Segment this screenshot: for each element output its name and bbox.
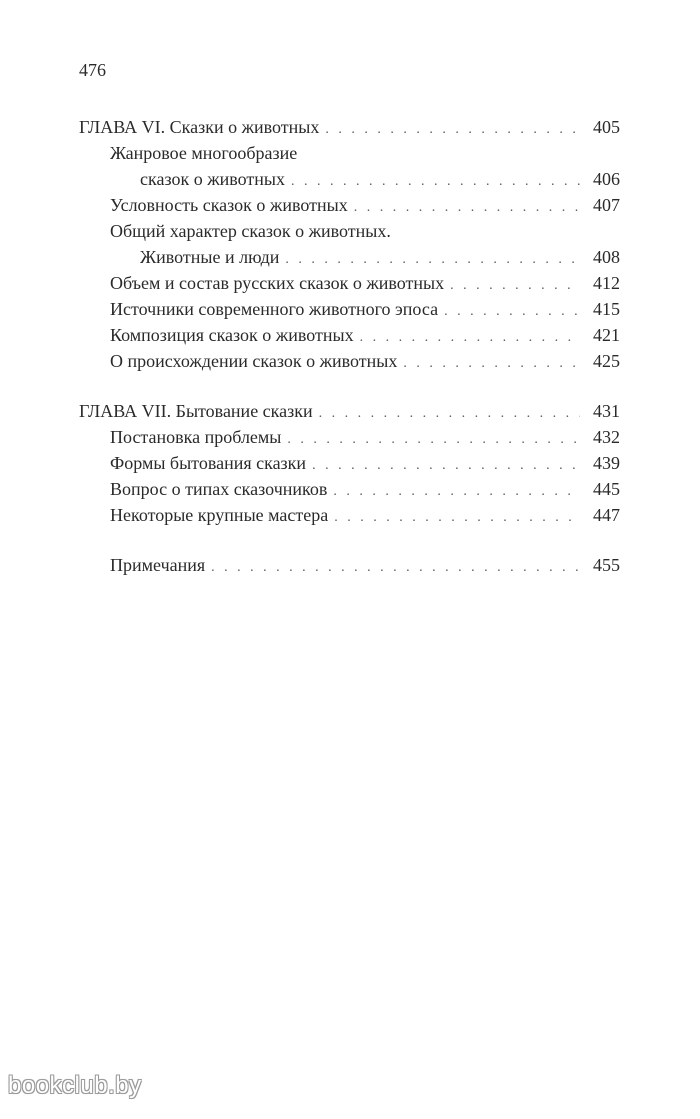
- dot-leader: [325, 117, 580, 143]
- toc-chapter-6: [79, 114, 620, 374]
- toc-entry-title: О происхождении сказок о животных: [110, 351, 398, 371]
- toc-entry-page: 432: [593, 427, 620, 447]
- toc-entry-page: 431: [593, 401, 620, 421]
- toc-entry[interactable]: [79, 502, 620, 528]
- toc-chapter-heading[interactable]: [79, 114, 620, 140]
- toc-entry-title: Примечания: [110, 555, 206, 575]
- toc-entry-title: Постановка проблемы: [110, 427, 282, 447]
- toc-entry[interactable]: [79, 270, 620, 296]
- toc-entry-title: Некоторые крупные мастера: [110, 505, 329, 525]
- toc-entry[interactable]: [79, 166, 620, 192]
- dot-leader: [287, 427, 580, 453]
- dot-leader: [211, 555, 580, 581]
- toc-entry-page: 425: [593, 351, 620, 371]
- toc-entry-title: Животные и люди: [140, 247, 280, 267]
- dot-leader: [333, 479, 580, 505]
- toc-entry[interactable]: [79, 296, 620, 322]
- toc-entry-page: 439: [593, 453, 620, 473]
- toc-entry-page: 421: [593, 325, 620, 345]
- toc-entry-line[interactable]: [79, 140, 620, 166]
- toc-entry[interactable]: [79, 322, 620, 348]
- toc-entry-page: 408: [593, 247, 620, 267]
- toc-entry-title: Вопрос о типах сказочников: [110, 479, 328, 499]
- toc-entry-title: Общий характер сказок о животных.: [110, 221, 391, 241]
- toc-entry-page: 407: [593, 195, 620, 215]
- toc-entry-title: Условность сказок о животных: [110, 195, 348, 215]
- dot-leader: [312, 453, 580, 479]
- toc-entry[interactable]: [79, 450, 620, 476]
- toc-entry-page: 406: [593, 169, 620, 189]
- page-number: 476: [79, 60, 106, 80]
- toc-entry-page: 412: [593, 273, 620, 293]
- toc-entry-title: Объем и состав русских сказок о животных: [110, 273, 445, 293]
- dot-leader: [444, 299, 580, 325]
- table-of-contents: [79, 114, 620, 602]
- toc-chapter-7: [79, 398, 620, 578]
- toc-entry-title: ГЛАВА VI. Сказки о животных: [79, 117, 320, 137]
- toc-entry-title: Жанровое многообразие: [110, 143, 298, 163]
- toc-entry-page: 415: [593, 299, 620, 319]
- toc-entry-page: 405: [593, 117, 620, 137]
- toc-entry-title: Формы бытования сказки: [110, 453, 307, 473]
- dot-leader: [403, 351, 580, 377]
- toc-entry-title: Источники современного животного эпоса: [110, 299, 439, 319]
- toc-entry[interactable]: [79, 244, 620, 270]
- toc-entry[interactable]: [79, 348, 620, 374]
- toc-notes-entry[interactable]: [79, 552, 620, 578]
- toc-chapter-heading[interactable]: [79, 398, 620, 424]
- dot-leader: [450, 273, 580, 299]
- toc-entry[interactable]: [79, 476, 620, 502]
- toc-entry[interactable]: [79, 192, 620, 218]
- toc-entry-page: 455: [593, 555, 620, 575]
- site-watermark: bookclub.by: [8, 1072, 142, 1099]
- toc-entry-page: 445: [593, 479, 620, 499]
- toc-entry-title: сказок о животных: [140, 169, 286, 189]
- toc-entry[interactable]: [79, 424, 620, 450]
- dot-leader: [319, 401, 580, 427]
- toc-entry-title: Композиция сказок о животных: [110, 325, 354, 345]
- toc-entry-line[interactable]: [79, 218, 620, 244]
- toc-entry-page: 447: [593, 505, 620, 525]
- toc-entry-title: ГЛАВА VII. Бытование сказки: [79, 401, 313, 421]
- dot-leader: [334, 505, 580, 531]
